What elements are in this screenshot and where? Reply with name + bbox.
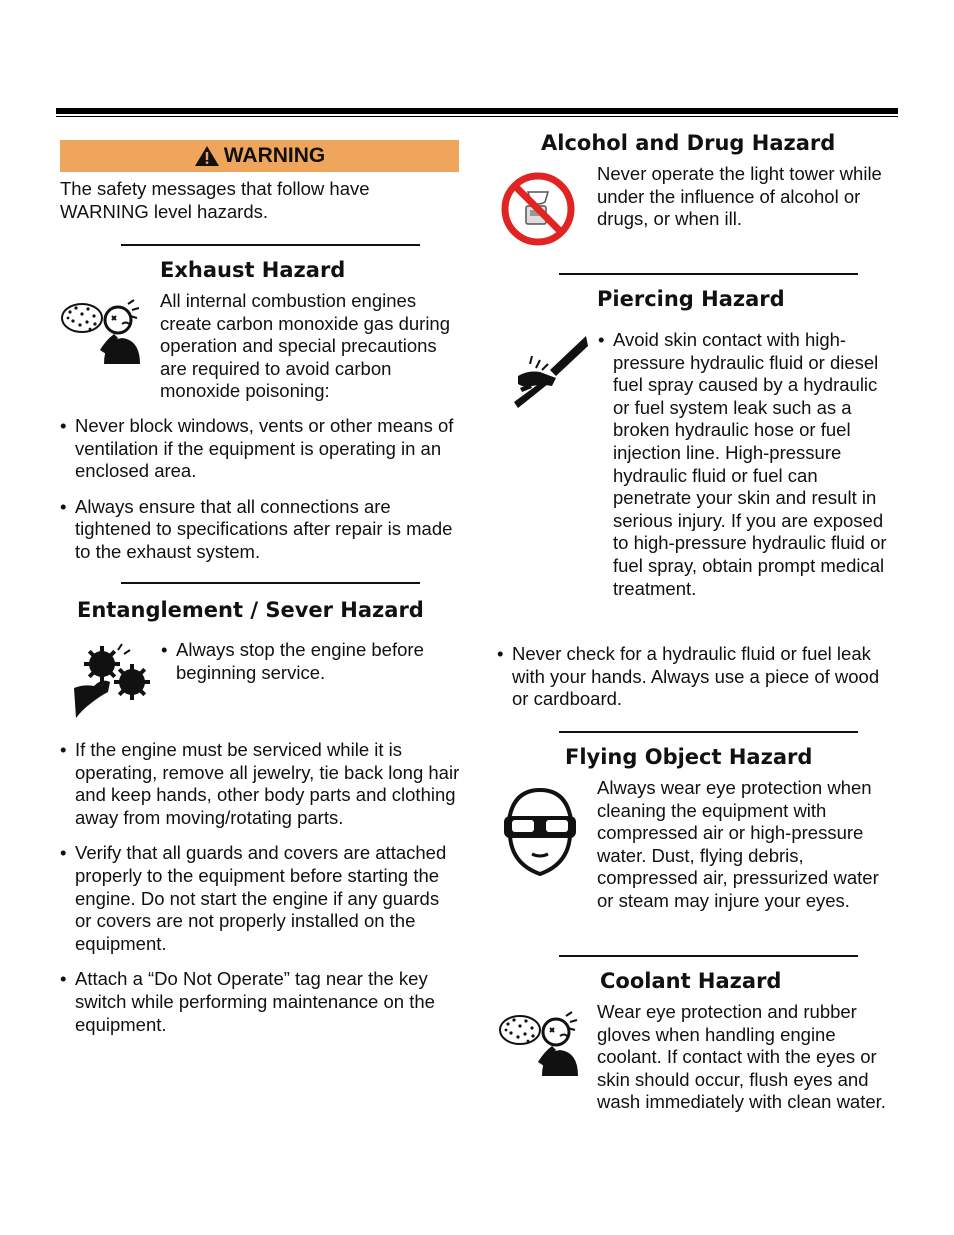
exhaust-bullet-list [60, 415, 460, 564]
piercing-spray-icon [508, 332, 588, 412]
top-rule-thin [56, 116, 898, 117]
divider [559, 955, 858, 957]
entanglement-gear-icon [70, 640, 160, 720]
divider [559, 731, 858, 733]
list-item: • Never check for a hydraulic fluid or fuel leak with your hands. Always use a piece of wood or cardboard. [497, 643, 897, 711]
exhaust-hazard-title: Exhaust Hazard [160, 258, 346, 282]
list-item: • Never block windows, vents or other means of ventilation if the equipment is operating in an enclosed area. [60, 415, 460, 483]
piercing-hazard-title: Piercing Hazard [597, 287, 785, 311]
divider [559, 273, 858, 275]
warning-triangle-icon [194, 145, 220, 167]
coolant-hazard-icon [498, 1006, 588, 1078]
divider [121, 244, 420, 246]
warning-label: WARNING [223, 144, 326, 167]
piercing-second-list [497, 643, 897, 711]
no-alcohol-icon [498, 170, 578, 248]
warning-intro: The safety messages that follow have WARNING level hazards. [60, 178, 370, 222]
alcohol-hazard-title: Alcohol and Drug Hazard [541, 131, 836, 155]
list-item: • Always ensure that all connections are tightened to specifications after repair is made to the exhaust system. [60, 496, 460, 564]
list-item: • Attach a “Do Not Operate” tag near the key switch while performing maintenance on the equipment. [60, 968, 460, 1036]
entanglement-hazard-title: Entanglement / Sever Hazard [77, 598, 424, 622]
exhaust-intro: All internal combustion engines create carbon monoxide gas during operation and special precautions are required to avoid carbon monoxide poisoning: [160, 290, 451, 402]
exhaust-hazard-icon [60, 294, 150, 366]
alcohol-text: Never operate the light tower while under the influence of alcohol or drugs, or when ill. [597, 163, 882, 230]
eye-protection-icon [500, 786, 580, 878]
coolant-text: Wear eye protection and rubber gloves when handling engine coolant. If contact with the eyes or skin should occur, flush eyes and wash immediately with clean water. [597, 1001, 886, 1113]
flying-text: Always wear eye protection when cleaning the equipment with compressed air or high-pressure water. Dust, flying debris, compressed air, pressurized water or steam may injure your eyes. [597, 777, 879, 911]
list-item: • Avoid skin contact with high-pressure hydraulic fluid or diesel fuel spray caused by a hydraulic or fuel system leak such as a broken hydraulic hose or fuel injection line. High-pressure hydraulic fluid or fuel can penetrate your skin and result in serious injury. If you are exposed to high-pressure hydraulic fluid or fuel spray, obtain prompt medical treatment. [598, 329, 890, 600]
warning-banner [60, 140, 459, 172]
list-item: • Always stop the engine before beginning service. [161, 639, 456, 684]
list-item: • If the engine must be serviced while it is operating, remove all jewelry, tie back long hair and keep hands, other body parts and clothing away from moving/rotating parts. [60, 739, 460, 829]
flying-object-hazard-title: Flying Object Hazard [565, 745, 813, 769]
coolant-hazard-title: Coolant Hazard [600, 969, 782, 993]
entanglement-intro-list [161, 639, 456, 684]
list-item: • Verify that all guards and covers are attached properly to the equipment before starting the engine. Do not start the engine if any guards or covers are not properly installed on the equipment. [60, 842, 460, 955]
entanglement-bullet-list [60, 739, 460, 1036]
top-rule [56, 108, 898, 114]
piercing-bullet-list [598, 329, 890, 600]
divider [121, 582, 420, 584]
